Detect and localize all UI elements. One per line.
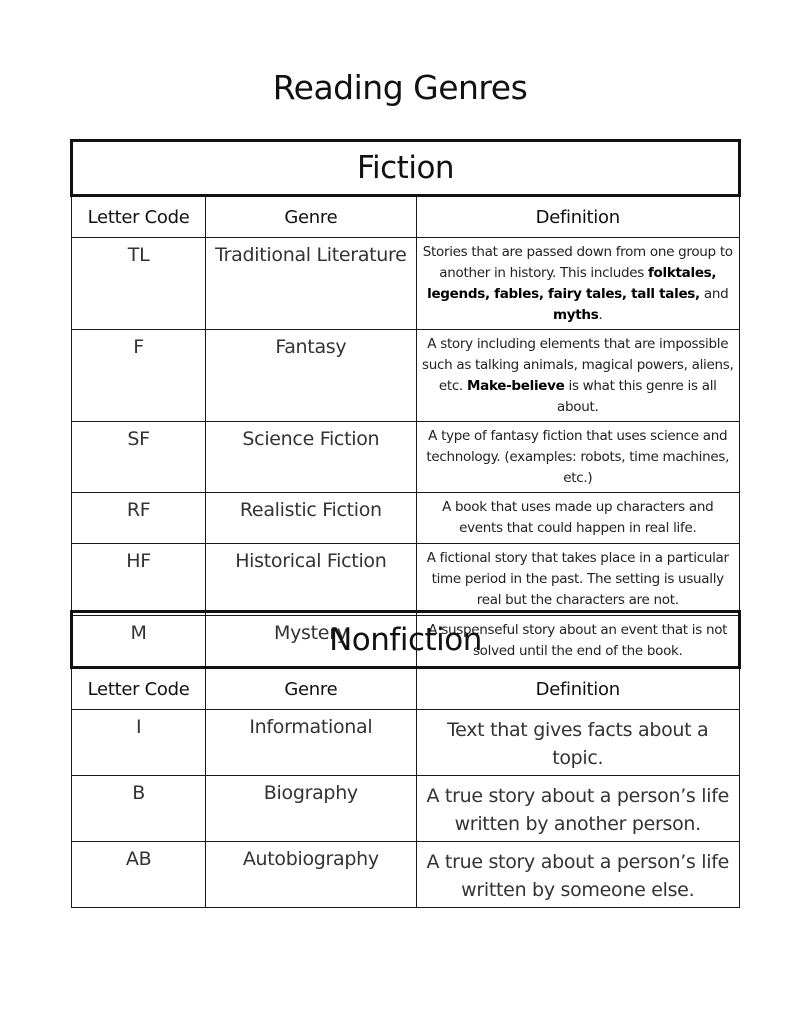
letter-code-cell: M <box>72 616 206 667</box>
table-row <box>72 544 740 616</box>
fiction-column-headers <box>72 196 740 238</box>
table-row <box>72 330 740 422</box>
nonfiction-table <box>70 610 741 908</box>
table-row <box>72 238 740 330</box>
page-title: Reading Genres <box>272 68 528 107</box>
letter-code-cell: I <box>72 710 206 776</box>
letter-code-cell: AB <box>72 842 206 908</box>
column-header-letter-code: Letter Code <box>72 196 206 238</box>
genre-cell: Traditional Literature <box>206 238 416 330</box>
column-header-definition: Definition <box>416 668 740 710</box>
letter-code-cell: B <box>72 776 206 842</box>
fiction-header-row <box>72 141 740 196</box>
letter-code-cell: RF <box>72 493 206 544</box>
definition-cell: A true story about a person’s life written by another person. <box>416 776 740 842</box>
definition-cell: A suspenseful story about an event that is not solved until the end of the book. <box>416 616 740 667</box>
table-row <box>72 710 740 776</box>
definition-cell: A type of fantasy fiction that uses science and technology. (examples: robots, time machines, etc.) <box>416 422 740 493</box>
definition-text: . <box>598 307 603 323</box>
genre-cell: Fantasy <box>206 330 416 422</box>
definition-text: is what this genre is all about. <box>557 378 717 415</box>
definition-cell: A fictional story that takes place in a particular time period in the past. The setting is usually real but the characters are not. <box>416 544 740 616</box>
genre-cell: Mystery <box>206 616 416 667</box>
definition-cell: A book that uses made up characters and events that could happen in real life. <box>416 493 740 544</box>
definition-text: A story including elements that are impossible such as talking animals, magical powers, aliens, etc. <box>421 336 734 394</box>
nonfiction-header-row <box>72 612 740 668</box>
letter-code-cell: F <box>72 330 206 422</box>
nonfiction-column-headers <box>72 668 740 710</box>
fiction-table <box>70 139 741 667</box>
table-row <box>72 422 740 493</box>
genre-cell: Biography <box>206 776 416 842</box>
genre-cell: Historical Fiction <box>206 544 416 616</box>
definition-cell <box>416 330 740 422</box>
letter-code-cell: SF <box>72 422 206 493</box>
letter-code-cell: HF <box>72 544 206 616</box>
column-header-genre: Genre <box>206 668 416 710</box>
genre-cell: Science Fiction <box>206 422 416 493</box>
table-row <box>72 842 740 908</box>
definition-emphasis: Make-believe <box>467 378 565 394</box>
table-row <box>72 493 740 544</box>
column-header-definition: Definition <box>416 196 740 238</box>
definition-cell: Text that gives facts about a topic. <box>416 710 740 776</box>
table-row <box>72 776 740 842</box>
genre-cell: Realistic Fiction <box>206 493 416 544</box>
definition-emphasis: folktales, legends, fables, fairy tales, tall tales, <box>427 265 717 302</box>
definition-cell: A true story about a person’s life written by someone else. <box>416 842 740 908</box>
column-header-genre: Genre <box>206 196 416 238</box>
definition-text: Stories that are passed down from one group to another in history. This includes <box>422 244 733 281</box>
definition-emphasis: myths <box>553 307 599 323</box>
definition-cell <box>416 238 740 330</box>
genre-cell: Autobiography <box>206 842 416 908</box>
nonfiction-heading: Nonfiction <box>72 612 740 668</box>
fiction-heading: Fiction <box>72 141 740 196</box>
genre-cell: Informational <box>206 710 416 776</box>
letter-code-cell: TL <box>72 238 206 330</box>
column-header-letter-code: Letter Code <box>72 668 206 710</box>
definition-text: and <box>699 286 729 302</box>
